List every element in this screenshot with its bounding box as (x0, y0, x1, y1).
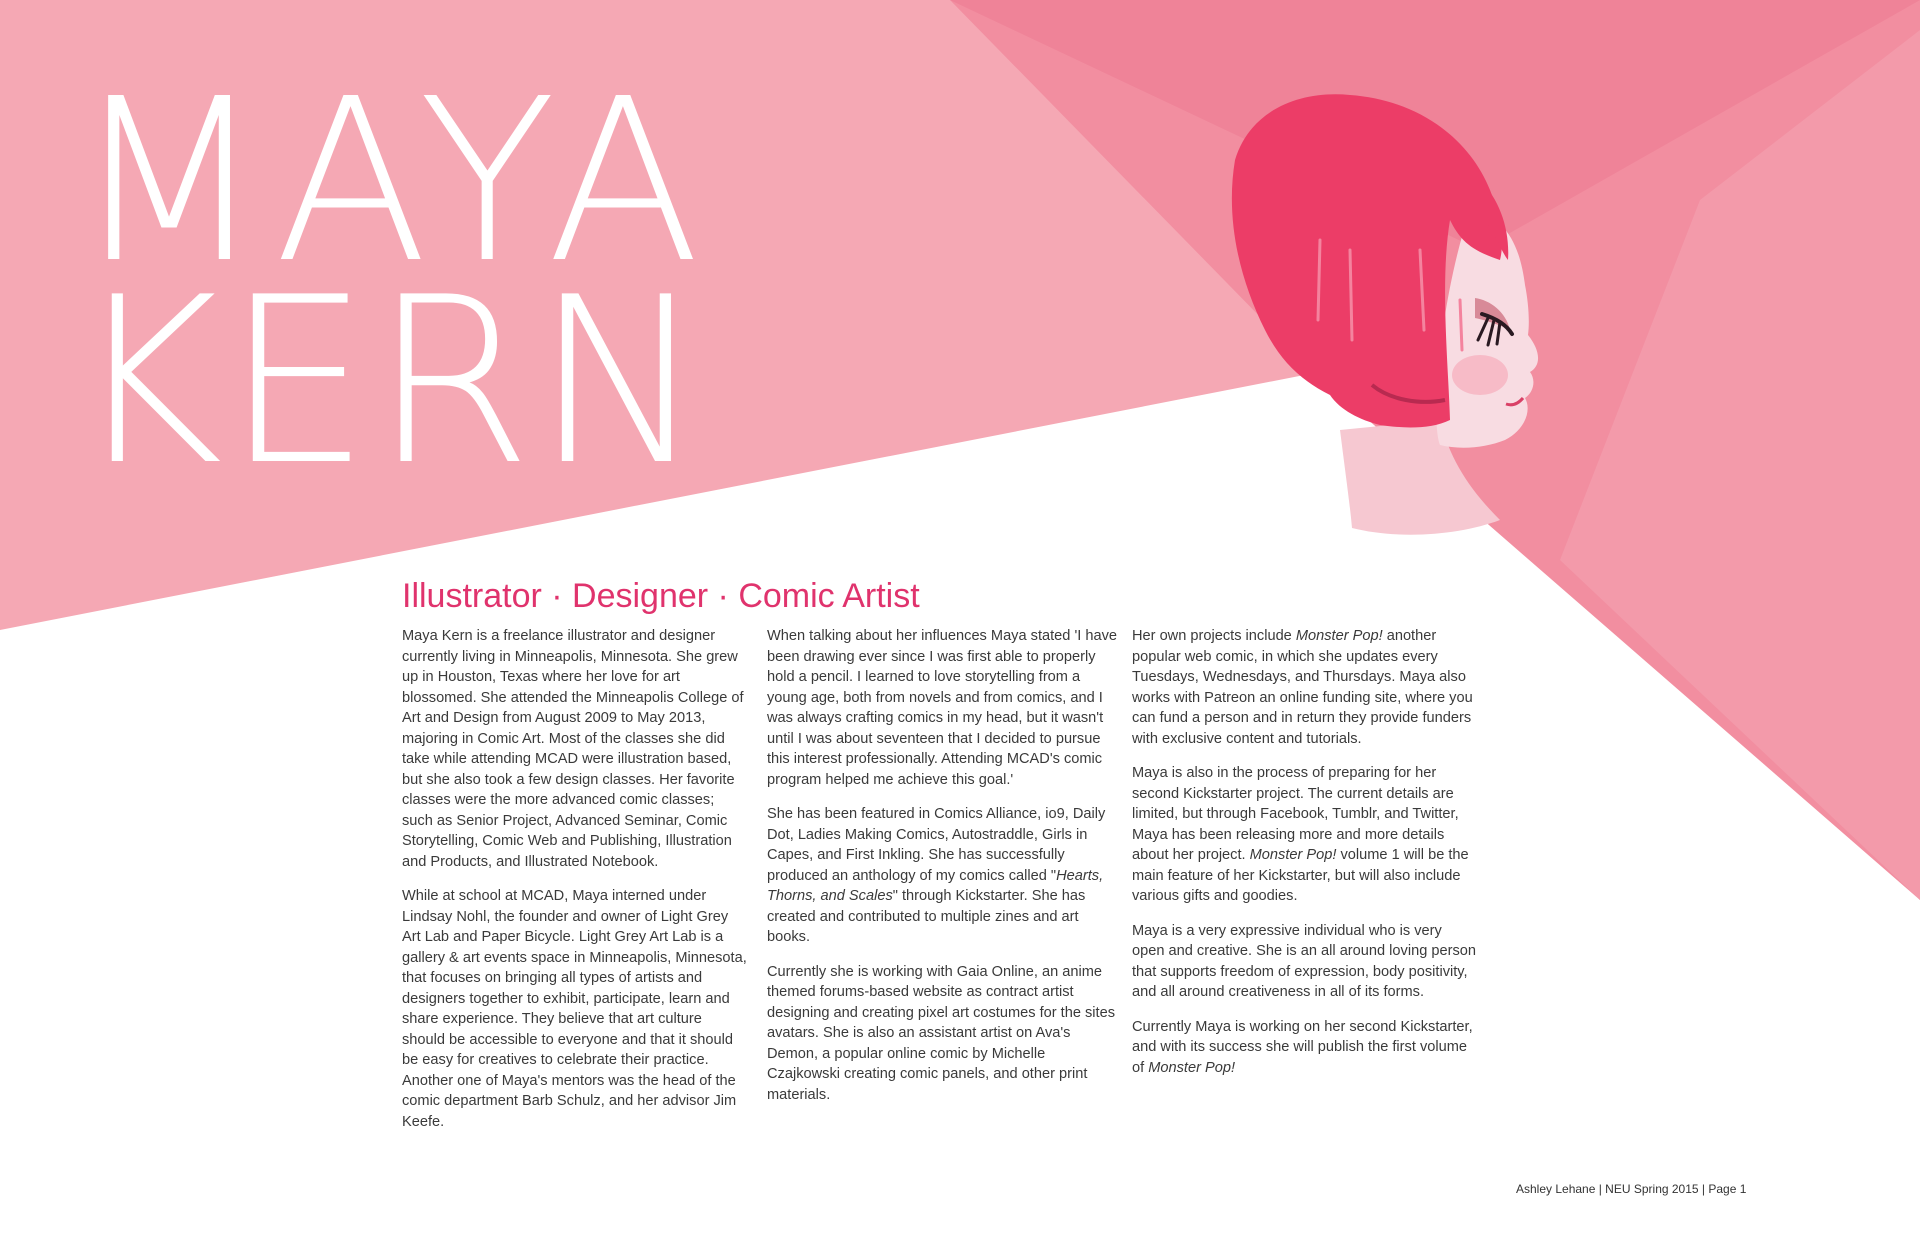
text-run: Currently Maya is working on her second Kickstarter, and with its success she will publish the first volume of (1132, 1018, 1473, 1076)
text-run: Her own projects include (1132, 628, 1296, 644)
text-run: Maya is also in the process of preparing for her second Kickstarter project. The current details are limited, but through Facebook, Tumblr, and Twitter, Maya has been releasing more and more details about her project. (1132, 765, 1459, 863)
paragraph: Currently she is working with Gaia Online, an anime themed forums-based website as contract artist designing and creating pixel art costumes for the sites avatars. She is also an assistant artist on Ava's Demon, a popular online comic by Michelle Czajkowski creating comic panels, and other print materials. (767, 963, 1116, 1103)
paragraph: Maya is a very expressive individual who is very open and creative. She is an all around loving person that supports freedom of expression, body positivity, and all around creativeness in all of its forms. (1132, 922, 1476, 1000)
paragraph: While at school at MCAD, Maya interned under Lindsay Nohl, the founder and owner of Light Grey Art Lab and Paper Bicycle. Light Grey Art Lab is a gallery & art events space in Minneapolis, Minnesota, that focuses on bringing all types of artists and designers together to exhibit, participate, learn and share experience. They believe that art culture should be accessible to everyone and that it should be easy for creatives to celebrate their practice. Another one of Maya's mentors was the head of the comic department Barb Schulz, and her advisor Jim Keefe. (402, 888, 747, 1130)
paragraph (1132, 626, 1477, 749)
text-run: " through Kickstarter. She has created and contributed to multiple zines and art books. (767, 888, 1086, 945)
paragraph: Maya Kern is a freelance illustrator and designer currently living in Minneapolis, Minnesota. She grew up in Houston, Texas where her love for art blossomed. She attended the Minneapolis College of Art and Design from August 2009 to May 2013, majoring in Comic Art. Most of the classes she did take while attending MCAD were illustration based, but she also took a few design classes. Her favorite classes were the more advanced comic classes; such as Senior Project, Advanced Seminar, Comic Storytelling, Comic Web and Publishing, Illustration and Products, and Illustrated Notebook. (402, 628, 744, 870)
text-run: She has been featured in Comics Alliance, io9, Daily Dot, Ladies Making Comics, Autostraddle, Girls in Capes, and First Inkling. She has successfully produced an anthology of my comics called " (767, 806, 1106, 884)
subtitle: Illustrator · Designer · Comic Artist (402, 577, 920, 615)
paragraph (1132, 1017, 1477, 1079)
italic-title: Monster Pop! (1295, 628, 1383, 644)
text-column-1 (402, 626, 747, 1146)
text-column-3 (1132, 626, 1477, 1092)
text-run: volume 1 will be the main feature of her Kickstarter, but will also include various gifts and goodies. (1132, 847, 1469, 904)
paragraph (1132, 763, 1477, 907)
italic-title: Monster Pop! (1148, 1059, 1236, 1076)
italic-title: Hearts, Thorns, and Scales (767, 867, 1104, 904)
page-title-last-name: KERN (72, 249, 709, 516)
text-run: another popular web comic, in which she updates every Tuesdays, Wednesdays, and Thursdays. Maya also works with Patreon an online funding site, where you can fund a person and in return they provide funders with exclusive content and tutorials. (1132, 628, 1473, 747)
text-column-2 (767, 626, 1117, 1119)
page-title-first-name: MAYA (72, 51, 709, 313)
paragraph (767, 804, 1117, 948)
page-footer: Ashley Lehane | NEU Spring 2015 | Page 1 (1516, 1182, 1747, 1196)
italic-title: Monster Pop! (1249, 847, 1337, 863)
paragraph: When talking about her influences Maya stated 'I have been drawing ever since I was first able to properly hold a pencil. I learned to love storytelling from a young age, both from novels and from comics, and I was always crafting comics in my head, but it wasn't until I was about seventeen that I decided to pursue this interest professionally. Attending MCAD's comic program helped me achieve this goal.' (767, 628, 1118, 788)
